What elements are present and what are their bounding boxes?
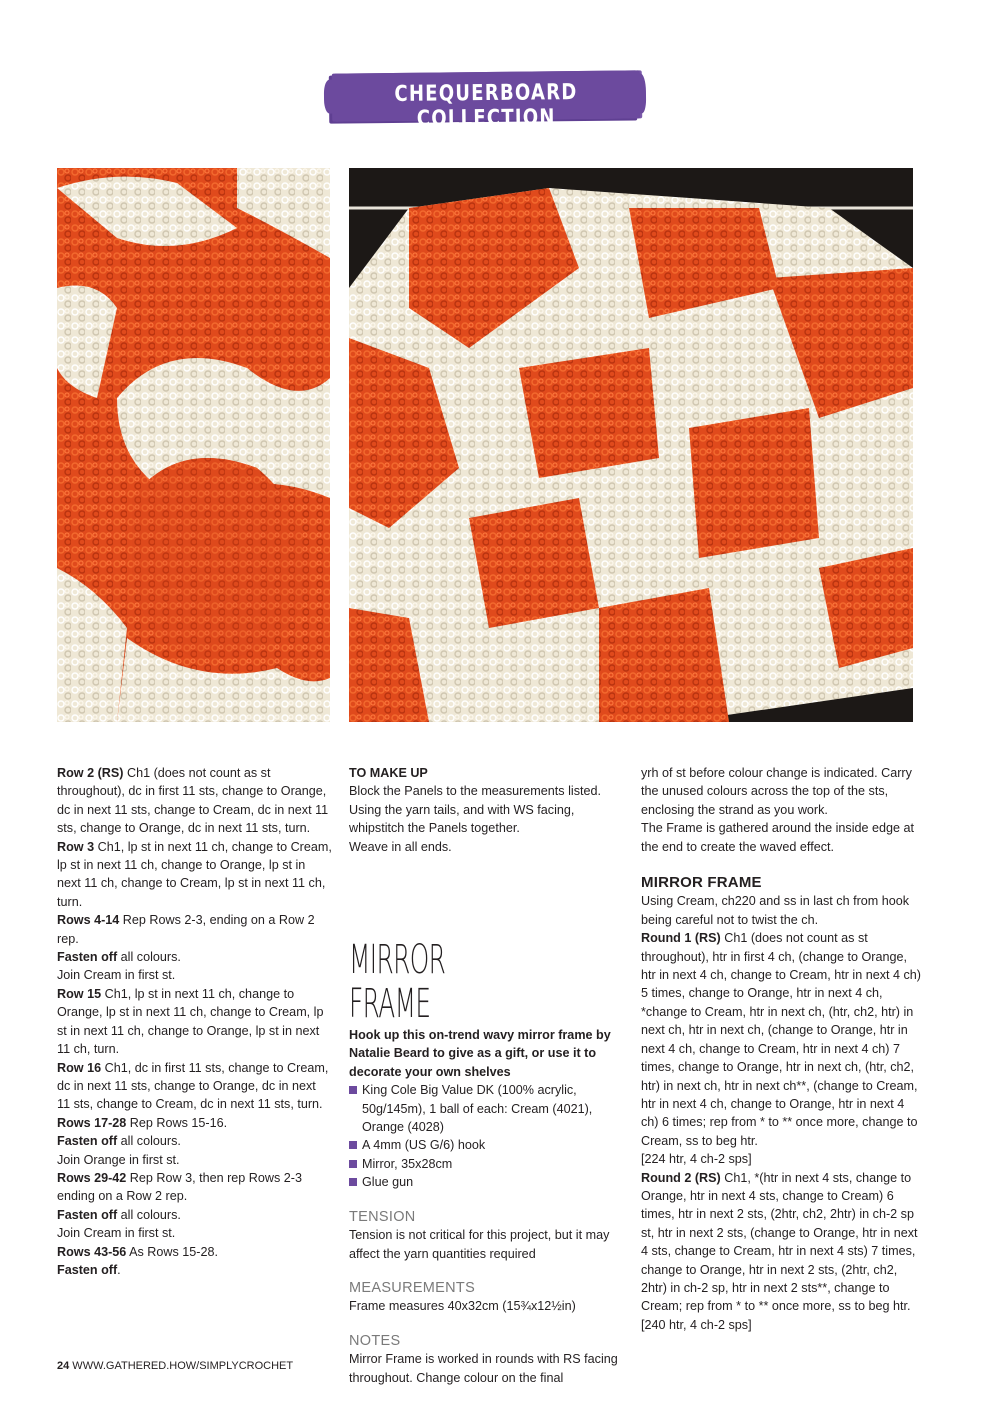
tension-text: Tension is not critical for this project, but it may affect the yarn quantities required: [349, 1228, 610, 1261]
notes-text: Mirror Frame is worked in rounds with RS facing throughout. Change colour on the final: [349, 1352, 618, 1385]
row-label: Fasten off: [57, 1207, 118, 1222]
frame-text: Using Cream, ch220 and ss in last ch from hook being careful not to twist the ch.: [641, 894, 910, 927]
round-text: Ch1, *(htr in next 4 sts, change to Orange, htr in next 4 sts, change to Cream) 6 times, htr in next 2 sts, (2htr, ch2, 2htr) in ch-2 sp st, htr in next 2 sts, (change to Orange, htr in next 4 sts, change to Cream, htr in next 4 sts) 7 times, change to Orange, htr in next 2 sts, (2htr, ch2, 2htr) in ch-2 sp, htr in next 2 sts**, change to Cream; rep from * to ** once more, ss to beg htr. [240 htr, 4 ch-2 sps]: [641, 1170, 918, 1332]
page-footer: [57, 1360, 293, 1372]
row-text: Join Cream in first st.: [57, 968, 176, 983]
project-title: MIRROR FRAME: [349, 937, 446, 1028]
row-text: As Rows 15-28.: [126, 1244, 218, 1259]
round-count: [224 htr, 4 ch-2 sps]: [641, 1152, 752, 1167]
row-text: Ch1, lp st in next 11 ch, change to Orange, lp st in next 11 ch, change to Cream, lp st in next 11 ch, change to Orange, lp st in next 11 ch, turn.: [57, 986, 324, 1057]
photo-cube-closeup: [57, 168, 330, 722]
pattern-column-1: [57, 764, 332, 1279]
row-label: Rows 43-56: [57, 1244, 127, 1259]
measurements-text: Frame measures 40x32cm (15¾x12½in): [349, 1299, 576, 1314]
materials-item: A 4mm (US G/6) hook: [349, 1136, 624, 1154]
row-label: Row 2 (RS): [57, 766, 124, 780]
footer-url: WWW.GATHERED.HOW/SIMPLYCROCHET: [69, 1360, 294, 1372]
row-label: Rows 4-14: [57, 913, 120, 928]
notes-heading: NOTES: [349, 1332, 401, 1349]
row-text: Join Orange in first st.: [57, 1152, 180, 1167]
materials-item: King Cole Big Value DK (100% acrylic, 50g/145m), 1 ball of each: Cream (4021), Orange (4028): [349, 1081, 624, 1136]
materials-item: Glue gun: [349, 1173, 624, 1191]
row-label: Fasten off: [57, 1134, 118, 1149]
page-number: 24: [57, 1360, 70, 1372]
materials-item: Mirror, 35x28cm: [349, 1155, 624, 1173]
notes-text: yrh of st before colour change is indicated. Carry the unused colours across the top of the sts, enclosing the strand as you work.: [641, 766, 912, 817]
make-up-text: Block the Panels to the measurements listed. Using the yarn tails, and with WS facing, whipstitch the Panels together.: [349, 784, 602, 836]
pattern-column-3: [641, 764, 921, 1334]
round-label: Round 1 (RS): [641, 931, 721, 946]
project-intro: Hook up this on-trend wavy mirror frame by Natalie Beard to give as a gift, or use it to decorate your own shelves: [349, 1028, 611, 1079]
row-label: Fasten off: [57, 950, 118, 965]
materials-list: [349, 1081, 624, 1191]
row-text: all colours.: [117, 1134, 181, 1149]
frame-heading: MIRROR FRAME: [641, 874, 762, 892]
photo-cube-wide: [349, 168, 913, 722]
row-text: Rep Rows 15-16.: [126, 1115, 228, 1130]
row-text: Ch1 (does not count as st throughout), dc in first 11 sts, change to Orange, dc in next 11 sts, change to Cream, dc in next 11 sts, change to Orange, dc in next 11 sts, turn.: [57, 766, 329, 836]
row-text: .: [117, 1262, 121, 1277]
row-label: Fasten off: [57, 1262, 118, 1277]
row-text: all colours.: [117, 950, 181, 965]
round-label: Round 2 (RS): [641, 1170, 721, 1185]
round-text: Ch1 (does not count as st throughout), htr in first 4 ch, (change to Orange, htr in next 4 ch, change to Cream, htr in next 4 ch) 5 times, change to Orange, htr in next 4 ch, *change to Cream, htr in next ch, (htr, ch2, htr) in next ch, htr in next ch, (change to Orange, htr in next 4 ch, change to Cream, htr in next 4 ch) 7 times, change to Orange, htr in next ch, (htr, ch2, htr) in next ch, htr in next ch**, (change to Cream, htr in next 4 ch, change to Orange, htr in next 4 ch) 6 times; rep from * to ** once more, change to Cream, ss to beg htr.: [641, 931, 922, 1148]
row-text: Rep Rows 2-3, ending on a Row 2 rep.: [57, 913, 315, 946]
row-label: Row 15: [57, 986, 102, 1001]
make-up-text: Weave in all ends.: [349, 839, 452, 854]
notes-text: The Frame is gathered around the inside edge at the end to create the waved effect.: [641, 821, 915, 854]
row-label: Row 16: [57, 1060, 102, 1075]
banner-title: CHEQUERBOARD COLLECTION: [394, 80, 578, 132]
tension-heading: TENSION: [349, 1208, 416, 1225]
row-label: Row 3: [57, 839, 95, 854]
measurements-heading: MEASUREMENTS: [349, 1279, 476, 1296]
make-up-heading: TO MAKE UP: [349, 766, 428, 780]
row-text: Ch1, dc in first 11 sts, change to Cream, dc in next 11 sts, change to Orange, dc in next 11 sts, change to Cream, dc in next 11 sts, turn.: [57, 1060, 329, 1112]
row-text: Rep Row 3, then rep Rows 2-3 ending on a Row 2 rep.: [57, 1170, 302, 1204]
row-label: Rows 29-42: [57, 1170, 127, 1185]
row-text: all colours.: [117, 1207, 181, 1222]
pattern-column-2: [349, 764, 624, 1387]
section-banner: [332, 70, 640, 132]
row-text: Ch1, lp st in next 11 ch, change to Cream, lp st in next 11 ch, change to Orange, lp st in next 11 ch, change to Cream, lp st in next 11 ch, turn.: [57, 839, 332, 909]
row-label: Rows 17-28: [57, 1115, 127, 1130]
row-text: Join Cream in first st.: [57, 1226, 176, 1241]
